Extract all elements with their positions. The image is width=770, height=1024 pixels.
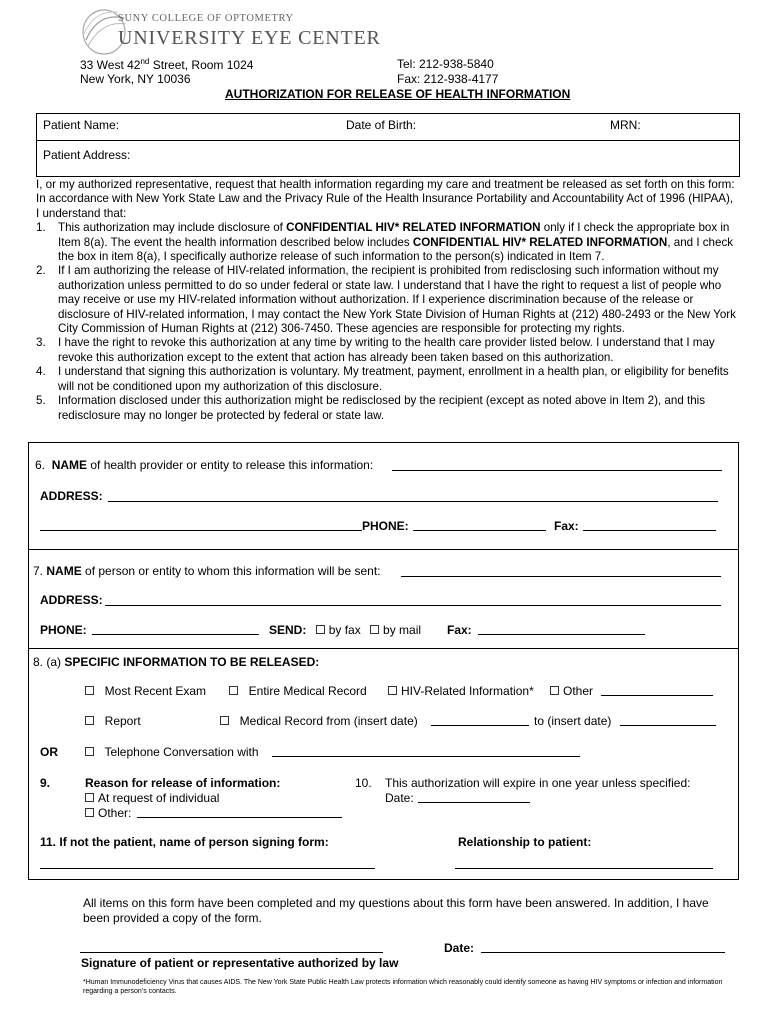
opt-other [550,684,593,698]
fax: Fax: 212-938-4177 [397,72,499,86]
address-line2: New York, NY 10036 [80,72,191,86]
section6-name-label [35,458,373,472]
entire-record-label: Entire Medical Record [248,684,367,698]
hiv-footnote: *Human Immunodeficiency Virus that causes AIDS. The New York State Public Health Law protects information which reasonably could identify someone as having HIV symptoms or infection and information regarding a person’s contacts. [83,979,723,995]
or-label: OR [40,745,58,759]
recipient-address-field[interactable] [105,593,721,606]
opt-hiv [388,684,534,698]
by-fax-label: by fax [328,623,361,637]
logo [80,6,381,58]
section8-label-bold: SPECIFIC INFORMATION TO BE RELEASED: [64,655,320,669]
reason-individual-checkbox[interactable] [85,793,94,802]
opt-phone-conversation [85,745,259,759]
section7-label-bold: NAME [46,564,82,578]
term2-text: If I am authorizing the release of HIV-related information, the recipient is prohibited from redisclosing such information without my authorization unless permitted to do so under federal or state law. I understand that I have the right to request a list of people who may receive or use my HIV-related information without authorization. If I experience discrimination because of the release or disclosure of HIV-related information, I may contact the New York State Division of Human Rights at (212) 480-2493 or the New York City Commission of Human Rights at (212) 306-7450. These agencies are responsible for protecting my rights. [58,264,736,336]
term1-text-a: This authorization may include disclosure of [58,221,287,235]
reason-other-label: Other: [98,806,132,820]
hiv-info-checkbox[interactable] [388,686,397,695]
opt-report [85,714,141,728]
signature-label: Signature of patient or representative authorized by law [81,956,399,970]
report-label: Report [104,714,141,728]
logo-line2: UNIVERSITY EYE CENTER [118,27,381,49]
recipient-name-field[interactable] [401,564,721,577]
patient-box-divider [36,140,740,141]
expire-date-field[interactable] [418,790,530,803]
patient-address-label: Patient Address: [43,148,131,162]
mrn-label: MRN: [610,118,641,132]
signature-date-label: Date: [444,941,475,955]
other-specify-field[interactable] [601,683,713,696]
recent-exam-checkbox[interactable] [85,686,94,695]
term4-text: I understand that signing this authorization is voluntary. My treatment, payment, enrollment in a health plan, or eligibility for benefits will not be conditioned upon my authorization of this disclosure. [58,365,729,393]
reason-other-field[interactable] [137,805,342,818]
section11-label: 11. If not the patient, name of person signing form: [40,835,329,849]
intro-text: I, or my authorized representative, request that health information regarding my care and treatment be released as set forth on this form: In accordance with New York State Law and the Privacy Rule of the Health Insurance Portability and Accountability Act of 1996 (HIPAA), I understand that: [36,178,735,220]
by-mail-label: by mail [383,623,422,637]
provider-address-field[interactable] [108,489,718,502]
opt-recent-exam [85,684,206,698]
phone-conversation-checkbox[interactable] [85,747,94,756]
term1-bold-a: CONFIDENTIAL HIV* RELATED INFORMATION [286,221,541,235]
send-label: SEND: [269,623,307,637]
term1-bold-b: CONFIDENTIAL HIV* RELATED INFORMATION [412,235,668,249]
section6-number: 6. [35,458,46,472]
other-label: Other [563,684,594,698]
term5-text: Information disclosed under this authorization might be redisclosed by the recipient (except as noted above in Item 2), and this redisclosure may no longer be protected by federal or state law. [58,394,706,422]
record-to-label: to (insert date) [534,714,612,728]
report-checkbox[interactable] [85,716,94,725]
provider-fax-field[interactable] [583,518,716,531]
signature-date-field[interactable] [481,940,725,953]
section6-phone-label: PHONE: [362,519,409,533]
by-fax-checkbox[interactable] [316,625,325,634]
section6-label-bold: NAME [51,458,88,472]
address-street: Street, Room 1024 [149,58,254,72]
section7-fax-label: Fax: [447,623,472,637]
term-item-4: 4. I understand that signing this authorization is voluntary. My treatment, payment, enrollment in a health plan, or eligibility for benefits will not be conditioned upon my authorization of this disclosure. [36,365,729,393]
send-method-group [269,623,421,637]
record-to-date-field[interactable] [620,713,716,726]
provider-name-field[interactable] [392,458,722,471]
completion-statement: All items on this form have been completed and my questions about this form have been answered. In addition, I have been provided a copy of the form. [83,896,709,925]
section8-number: 8. (a) [33,655,65,669]
section10-number: 10. [355,776,372,790]
provider-phone-field[interactable] [413,518,546,531]
section6-address-label: ADDRESS: [40,489,103,503]
term-item-1: 1. This authorization may include disclosure of CONFIDENTIAL HIV* RELATED INFORMATION only if I check the appropriate box in Item 8(a). The event the health information described below includes CONFIDENTIAL HIV* RELATED INFORMATION, and I check the box in item 8(a), I specifically authorize release of such information to the person(s) indicated in Item 7. [36,221,734,264]
section8-label [33,655,319,669]
term-item-5: 5. Information disclosed under this authorization might be redisclosed by the recipient (except as noted above in Item 2), and this redisclosure may no longer be protected by federal or state law. [36,394,706,422]
tel: Tel: 212-938-5840 [397,57,494,71]
provider-address-field-2[interactable] [40,518,362,531]
section9-label: Reason for release of information: [85,776,281,790]
term1-text-b: only if I check the appropriate box in Item 8(a). The event the health information described below includes [58,221,730,249]
record-range-checkbox[interactable] [220,716,229,725]
section7-number: 7. [33,564,44,578]
reason-individual [85,791,219,805]
recipient-fax-field[interactable] [478,622,645,635]
address-line1 [80,57,253,72]
section7-label-rest: of person or entity to whom this information will be sent: [81,564,381,578]
reason-individual-label: At request of individual [98,791,220,805]
form-title: AUTHORIZATION FOR RELEASE OF HEALTH INFORMATION [225,87,571,101]
term-item-2: 2. If I am authorizing the release of HIV-related information, the recipient is prohibited from redisclosing such information without my authorization unless permitted to do so under federal or state law. I understand that I have the right to request a list of people who may receive or use my HIV-related information without authorization. If I experience discrimination because of the release or disclosure of HIV-related information, I may contact the New York State Division of Human Rights at (212) 480-2493 or the New York City Commission of Human Rights at (212) 306-7450. These agencies are responsible for protecting my rights. [36,264,736,336]
recent-exam-label: Most Recent Exam [104,684,207,698]
logo-line1: SUNY COLLEGE OF OPTOMETRY [118,13,294,24]
term3-text: I have the right to revoke this authorization at any time by writing to the health care provider listed below. I understand that I may revoke this authorization except to the extent that action has already been taken based on this authorization. [58,336,715,364]
signature-field[interactable] [80,940,383,953]
relationship-label: Relationship to patient: [458,835,592,849]
patient-name-label: Patient Name: [43,118,120,132]
section6-label-rest: of health provider or entity to release this information: [87,458,374,472]
section9-number: 9. [40,776,51,790]
recipient-phone-field[interactable] [92,622,259,635]
term1-text-c: , and I check the box in item 8(a), I specifically authorize release of such information to the person(s) indicated in Item 7. [58,235,734,264]
phone-conversation-label: Telephone Conversation with [104,745,259,759]
address-ordinal: nd [140,57,150,66]
section7-address-label: ADDRESS: [40,593,103,607]
signer-name-field[interactable] [40,856,375,869]
record-from-label: Medical Record from (insert date) [239,714,418,728]
reason-other-checkbox[interactable] [85,808,94,817]
term-item-3: 3. I have the right to revoke this authorization at any time by writing to the health care provider listed below. I understand that I may revoke this authorization except to the extent that action has already been taken based on this authorization. [36,336,715,364]
by-mail-checkbox[interactable] [370,625,379,634]
entire-record-checkbox[interactable] [229,686,238,695]
relationship-field[interactable] [455,856,713,869]
divider-7-8 [28,648,739,649]
divider-6-7 [28,549,739,550]
reason-other [85,806,131,820]
section6-fax-label: Fax: [554,519,579,533]
authorization-terms [36,178,736,423]
expire-date-label: Date: [385,791,414,805]
phone-conversation-field[interactable] [272,744,580,757]
record-from-date-field[interactable] [431,713,529,726]
section10-text: This authorization will expire in one year unless specified: [385,776,691,790]
section7-name-label [33,564,381,578]
section7-phone-label: PHONE: [40,623,87,637]
hiv-info-label: HIV-Related Information* [401,684,534,698]
dob-label: Date of Birth: [346,118,417,132]
address-street-number: 33 West 42 [80,58,141,72]
other-checkbox[interactable] [550,686,559,695]
opt-record-from [220,714,418,728]
opt-entire-record [229,684,367,698]
